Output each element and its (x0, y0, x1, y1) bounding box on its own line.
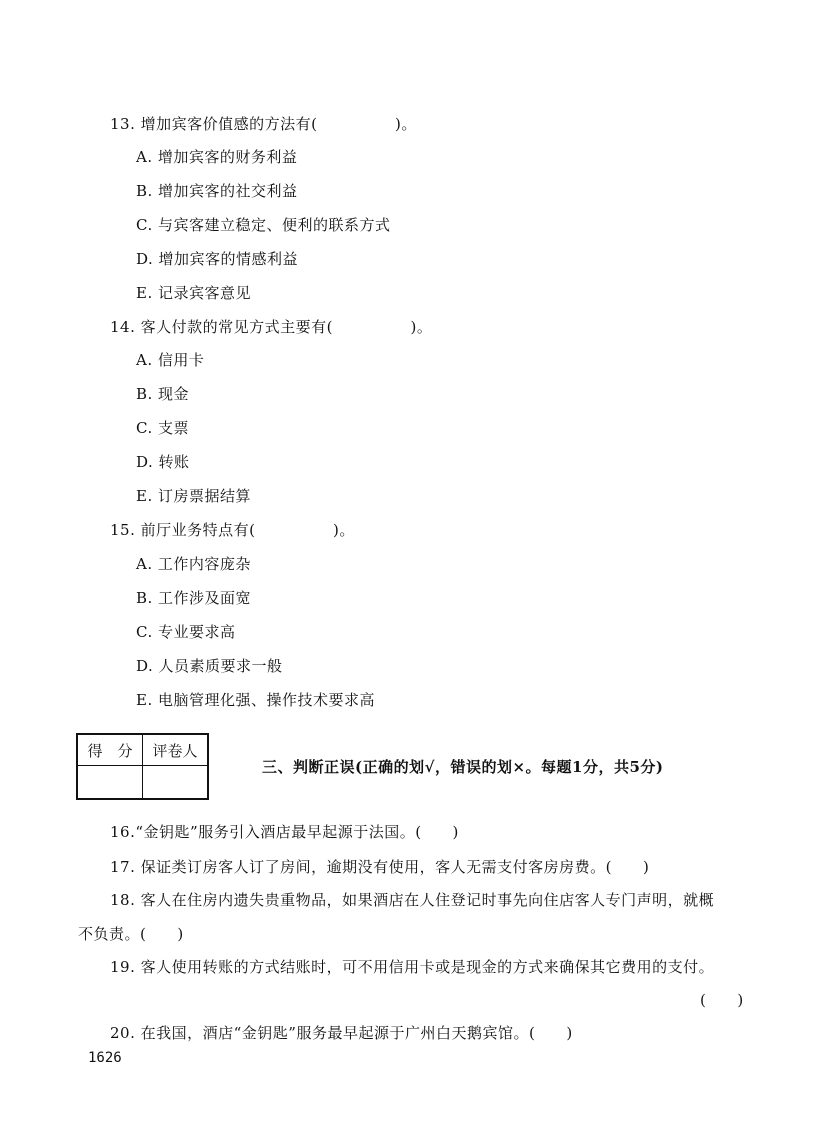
question-18-line1: 18. 客人在住房内遗失贵重物品，如果酒店在人住登记时事先向住店客人专门声明，就概 (110, 891, 715, 909)
question-19-line1: 19. 客人使用转账的方式结账时，可不用信用卡或是现金的方式来确保其它费用的支付。 (110, 958, 715, 976)
question-20: 20. 在我国，酒店“金钥匙”服务最早起源于广州白天鹅宾馆。( ) (110, 1024, 573, 1042)
question-15-option-b: B. 工作涉及面宽 (136, 589, 252, 607)
question-18-line2: 不负责。( ) (78, 925, 184, 943)
question-15-stem: 15. 前厅业务特点有( )。 (110, 521, 355, 539)
grader-cell (143, 766, 209, 800)
question-14-option-d: D. 转账 (136, 453, 190, 471)
question-14-option-c: C. 支票 (136, 419, 189, 437)
question-16: 16.“金钥匙”服务引入酒店最早起源于法国。( ) (110, 823, 459, 841)
grader-label: 评卷人 (143, 734, 209, 766)
question-15-option-a: A. 工作内容庞杂 (136, 555, 251, 573)
question-15-option-c: C. 专业要求高 (136, 623, 236, 641)
question-17: 17. 保证类订房客人订了房间，逾期没有使用，客人无需支付客房房费。( ) (110, 858, 650, 876)
question-14-stem: 14. 客人付款的常见方式主要有( )。 (110, 318, 433, 336)
question-13-option-c: C. 与宾客建立稳定、便利的联系方式 (136, 216, 391, 234)
question-13-stem: 13. 增加宾客价值感的方法有( )。 (110, 115, 417, 133)
section-3-title: 三、判断正误(正确的划√，错误的划×。每题1分，共5分) (262, 758, 664, 776)
question-14-option-b: B. 现金 (136, 385, 190, 403)
question-19-answer-paren: ( ) (700, 991, 744, 1009)
question-13-option-d: D. 增加宾客的情感利益 (136, 250, 299, 268)
score-label: 得 分 (77, 734, 143, 766)
question-13-option-e: E. 记录宾客意见 (136, 284, 251, 302)
question-13-option-b: B. 增加宾客的社交利益 (136, 182, 298, 200)
page-number: 1626 (88, 1050, 122, 1066)
question-15-option-d: D. 人员素质要求一般 (136, 657, 283, 675)
question-15-option-e: E. 电脑管理化强、操作技术要求高 (136, 691, 375, 709)
score-table (76, 733, 209, 800)
question-14-option-a: A. 信用卡 (136, 351, 205, 369)
question-13-option-a: A. 增加宾客的财务利益 (136, 148, 298, 166)
question-14-option-e: E. 订房票据结算 (136, 487, 251, 505)
score-cell (77, 766, 143, 800)
